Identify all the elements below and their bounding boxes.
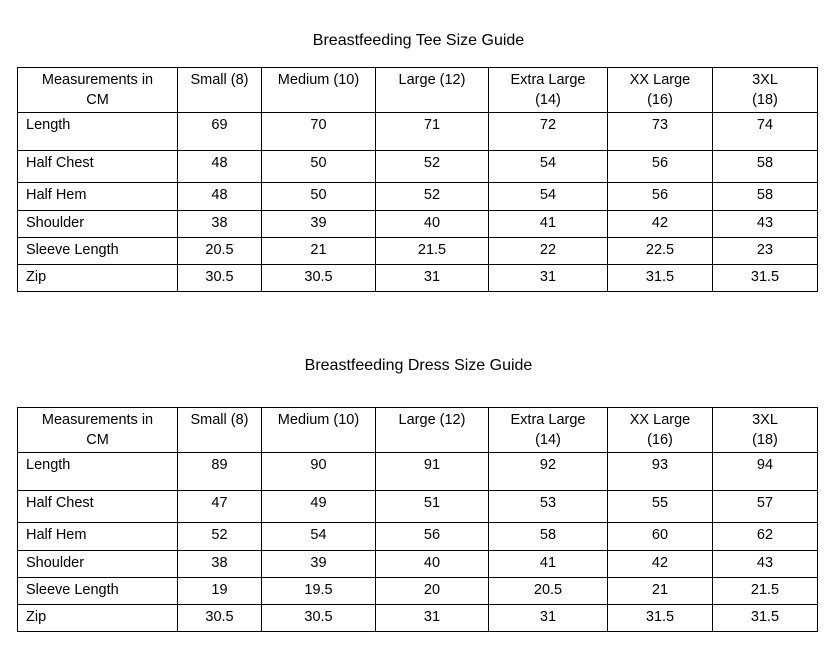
table-cell: 43 <box>713 551 818 578</box>
column-header-line: Small (8) <box>190 412 249 428</box>
column-header-line: Large (12) <box>398 412 466 428</box>
column-header <box>178 408 262 453</box>
table-cell: 19 <box>178 578 262 605</box>
table-row-zip <box>18 265 818 292</box>
table-cell: 20 <box>376 578 489 605</box>
table-cell: 52 <box>178 523 262 551</box>
table-cell: 69 <box>178 113 262 151</box>
dress-size-guide-title: Breastfeeding Dress Size Guide <box>304 357 533 374</box>
table-cell: 70 <box>262 113 376 151</box>
table-cell: 30.5 <box>178 605 262 632</box>
table-cell: 19.5 <box>262 578 376 605</box>
table-cell: 48 <box>178 183 262 211</box>
table-cell: 22 <box>489 238 608 265</box>
column-header-line: (16) <box>647 92 673 108</box>
table-cell: 42 <box>608 211 713 238</box>
table-row-zip <box>18 605 818 632</box>
row-label: Length <box>18 113 178 151</box>
table-cell: 31 <box>376 265 489 292</box>
table-cell: 42 <box>608 551 713 578</box>
table-cell: 94 <box>713 453 818 491</box>
table-row-length <box>18 453 818 491</box>
table-row-half-chest <box>18 151 818 183</box>
column-header <box>376 68 489 113</box>
column-header <box>18 408 178 453</box>
table-cell: 23 <box>713 238 818 265</box>
table-cell: 92 <box>489 453 608 491</box>
table-cell: 41 <box>489 551 608 578</box>
table-cell: 73 <box>608 113 713 151</box>
row-label: Zip <box>18 605 178 632</box>
table-cell: 41 <box>489 211 608 238</box>
column-header-line: (14) <box>535 432 561 448</box>
column-header-line: CM <box>86 92 109 108</box>
row-label: Shoulder <box>18 551 178 578</box>
row-label: Half Chest <box>18 151 178 183</box>
table-cell: 21 <box>262 238 376 265</box>
table-cell: 56 <box>608 151 713 183</box>
table-cell: 58 <box>489 523 608 551</box>
table-cell: 58 <box>713 151 818 183</box>
table-cell: 20.5 <box>178 238 262 265</box>
column-header-line: Measurements in <box>41 412 154 428</box>
table-cell: 58 <box>713 183 818 211</box>
row-label: Half Hem <box>18 183 178 211</box>
table-cell: 39 <box>262 551 376 578</box>
header-row <box>18 408 818 453</box>
table-cell: 31.5 <box>608 605 713 632</box>
header-row <box>18 68 818 113</box>
column-header-line: (16) <box>647 432 673 448</box>
table-row-sleeve-length <box>18 238 818 265</box>
table-cell: 40 <box>376 551 489 578</box>
tee-size-table <box>17 67 818 292</box>
table-cell: 48 <box>178 151 262 183</box>
table-cell: 31.5 <box>713 265 818 292</box>
table-cell: 62 <box>713 523 818 551</box>
table-cell: 30.5 <box>262 605 376 632</box>
column-header <box>376 408 489 453</box>
table-cell: 40 <box>376 211 489 238</box>
column-header-line: Extra Large <box>510 412 586 428</box>
column-header-line: (14) <box>535 92 561 108</box>
column-header-line: Small (8) <box>190 72 249 88</box>
column-header-line: 3XL <box>752 72 778 88</box>
table-cell: 72 <box>489 113 608 151</box>
row-label: Sleeve Length <box>18 578 178 605</box>
table-cell: 30.5 <box>178 265 262 292</box>
table-cell: 47 <box>178 491 262 523</box>
table-row-half-hem <box>18 183 818 211</box>
row-label: Zip <box>18 265 178 292</box>
table-cell: 71 <box>376 113 489 151</box>
table-cell: 38 <box>178 551 262 578</box>
table-cell: 38 <box>178 211 262 238</box>
table-cell: 60 <box>608 523 713 551</box>
column-header-line: Measurements in <box>41 72 154 88</box>
table-row-shoulder <box>18 211 818 238</box>
column-header <box>608 68 713 113</box>
row-label: Length <box>18 453 178 491</box>
table-cell: 31.5 <box>608 265 713 292</box>
column-header-line: 3XL <box>752 412 778 428</box>
table-cell: 31 <box>489 265 608 292</box>
table-cell: 20.5 <box>489 578 608 605</box>
table-cell: 57 <box>713 491 818 523</box>
column-header <box>713 408 818 453</box>
table-cell: 90 <box>262 453 376 491</box>
column-header <box>608 408 713 453</box>
column-header <box>713 68 818 113</box>
row-label: Shoulder <box>18 211 178 238</box>
table-cell: 31 <box>376 605 489 632</box>
column-header-line: Medium (10) <box>277 412 360 428</box>
table-row-half-hem <box>18 523 818 551</box>
row-label: Half Chest <box>18 491 178 523</box>
row-label: Half Hem <box>18 523 178 551</box>
table-cell: 52 <box>376 151 489 183</box>
dress-size-table <box>17 407 818 632</box>
column-header <box>18 68 178 113</box>
table-cell: 56 <box>376 523 489 551</box>
table-cell: 54 <box>262 523 376 551</box>
column-header-line: Medium (10) <box>277 72 360 88</box>
table-cell: 53 <box>489 491 608 523</box>
column-header <box>262 408 376 453</box>
table-cell: 31.5 <box>713 605 818 632</box>
column-header-line: (18) <box>752 432 778 448</box>
table-cell: 50 <box>262 151 376 183</box>
table-cell: 56 <box>608 183 713 211</box>
table-row-length <box>18 113 818 151</box>
column-header <box>178 68 262 113</box>
table-cell: 91 <box>376 453 489 491</box>
table-cell: 21 <box>608 578 713 605</box>
table-cell: 22.5 <box>608 238 713 265</box>
table-cell: 39 <box>262 211 376 238</box>
table-cell: 74 <box>713 113 818 151</box>
table-row-shoulder <box>18 551 818 578</box>
table-cell: 89 <box>178 453 262 491</box>
table-cell: 21.5 <box>713 578 818 605</box>
column-header-line: CM <box>86 432 109 448</box>
column-header-line: XX Large <box>629 72 691 88</box>
table-row-half-chest <box>18 491 818 523</box>
column-header-line: (18) <box>752 92 778 108</box>
tee-size-guide-title: Breastfeeding Tee Size Guide <box>312 32 525 49</box>
table-cell: 21.5 <box>376 238 489 265</box>
table-cell: 43 <box>713 211 818 238</box>
column-header <box>489 408 608 453</box>
table-cell: 50 <box>262 183 376 211</box>
table-cell: 93 <box>608 453 713 491</box>
column-header-line: Extra Large <box>510 72 586 88</box>
table-cell: 31 <box>489 605 608 632</box>
column-header <box>262 68 376 113</box>
table-cell: 54 <box>489 183 608 211</box>
column-header-line: XX Large <box>629 412 691 428</box>
table-cell: 30.5 <box>262 265 376 292</box>
table-cell: 54 <box>489 151 608 183</box>
table-cell: 51 <box>376 491 489 523</box>
column-header-line: Large (12) <box>398 72 466 88</box>
table-cell: 49 <box>262 491 376 523</box>
table-cell: 55 <box>608 491 713 523</box>
table-row-sleeve-length <box>18 578 818 605</box>
row-label: Sleeve Length <box>18 238 178 265</box>
column-header <box>489 68 608 113</box>
table-cell: 52 <box>376 183 489 211</box>
